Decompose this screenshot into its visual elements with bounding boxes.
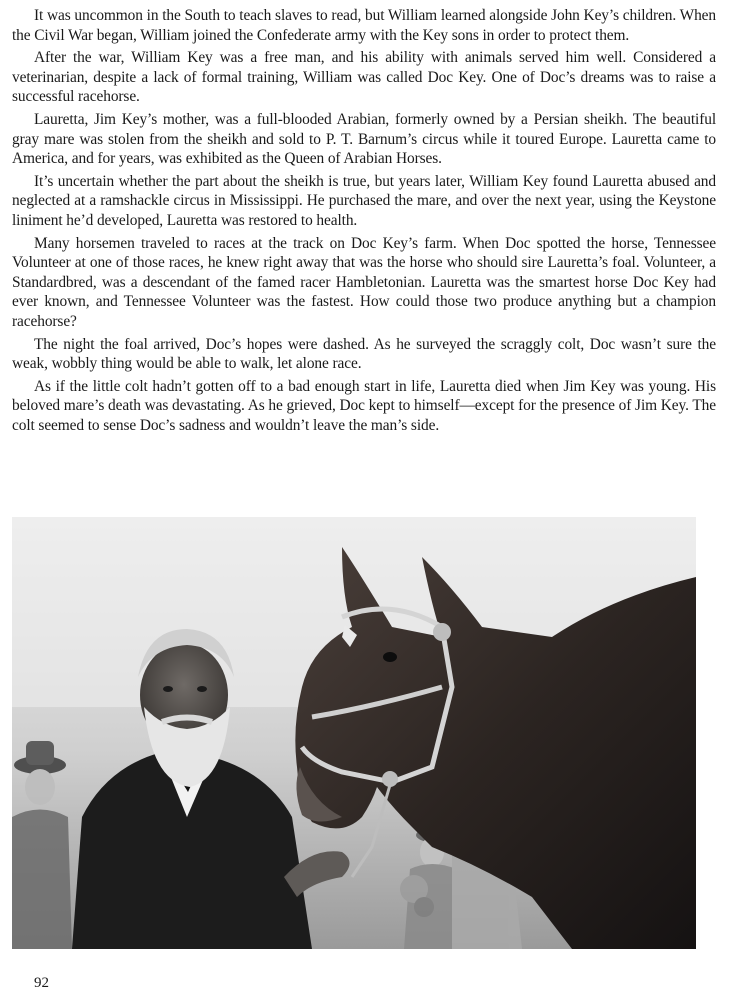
paragraph-7: As if the little colt hadn’t gotten off to a bad enough start in life, Lauretta died when Jim Key was young. His beloved mare’s death was devastating. As he grieved, Doc kept to himself—except for the presence of Jim Key. The colt seemed to sense Doc’s sadness and wouldn’t leave the man’s side. [12, 377, 716, 434]
body-text [12, 6, 716, 438]
historical-photo-doc-key-and-jim-key [12, 517, 696, 949]
paragraph-5: Many horsemen traveled to races at the track on Doc Key’s farm. When Doc spotted the horse, Tennessee Volunteer at one of those races, he knew right away that was the horse who should sire Lauretta’s foal. Volunteer, a Standardbred, was a descendant of the famed racer Hambletonian. Lauretta was the smartest horse Doc Key had ever known, and Tennessee Volunteer was the fastest. How could those two produce anything but a champion racehorse? [12, 234, 716, 330]
paragraph-3: Lauretta, Jim Key’s mother, was a full-blooded Arabian, formerly owned by a Persian sheikh. The beautiful gray mare was stolen from the sheikh and sold to P. T. Barnum’s circus while it toured Europe. Lauretta came to America, and for years, was exhibited as the Queen of Arabian Horses. [12, 110, 716, 168]
paragraph-6: The night the foal arrived, Doc’s hopes were dashed. As he surveyed the scraggly colt, Doc wasn’t sure the weak, wobbly thing would be able to walk, let alone race. [12, 335, 716, 373]
photo-illustration [12, 517, 696, 949]
paragraph-4: It’s uncertain whether the part about the sheikh is true, but years later, William Key found Lauretta abused and neglected at a ramshackle circus in Mississippi. He purchased the mare, and over the next year, using the Keystone liniment he’d developed, Lauretta was restored to health. [12, 172, 716, 229]
page-number: 92 [34, 975, 49, 991]
paragraph-2: After the war, William Key was a free man, and his ability with animals served him well. Considered a veterinarian, despite a lack of formal training, William was called Doc Key. One of Doc’s dreams was to raise a successful racehorse. [12, 49, 716, 106]
paragraph-1: It was uncommon in the South to teach slaves to read, but William learned alongside John Key’s children. When the Civil War began, William joined the Confederate army with the Key sons in order to protect them. [12, 7, 716, 44]
